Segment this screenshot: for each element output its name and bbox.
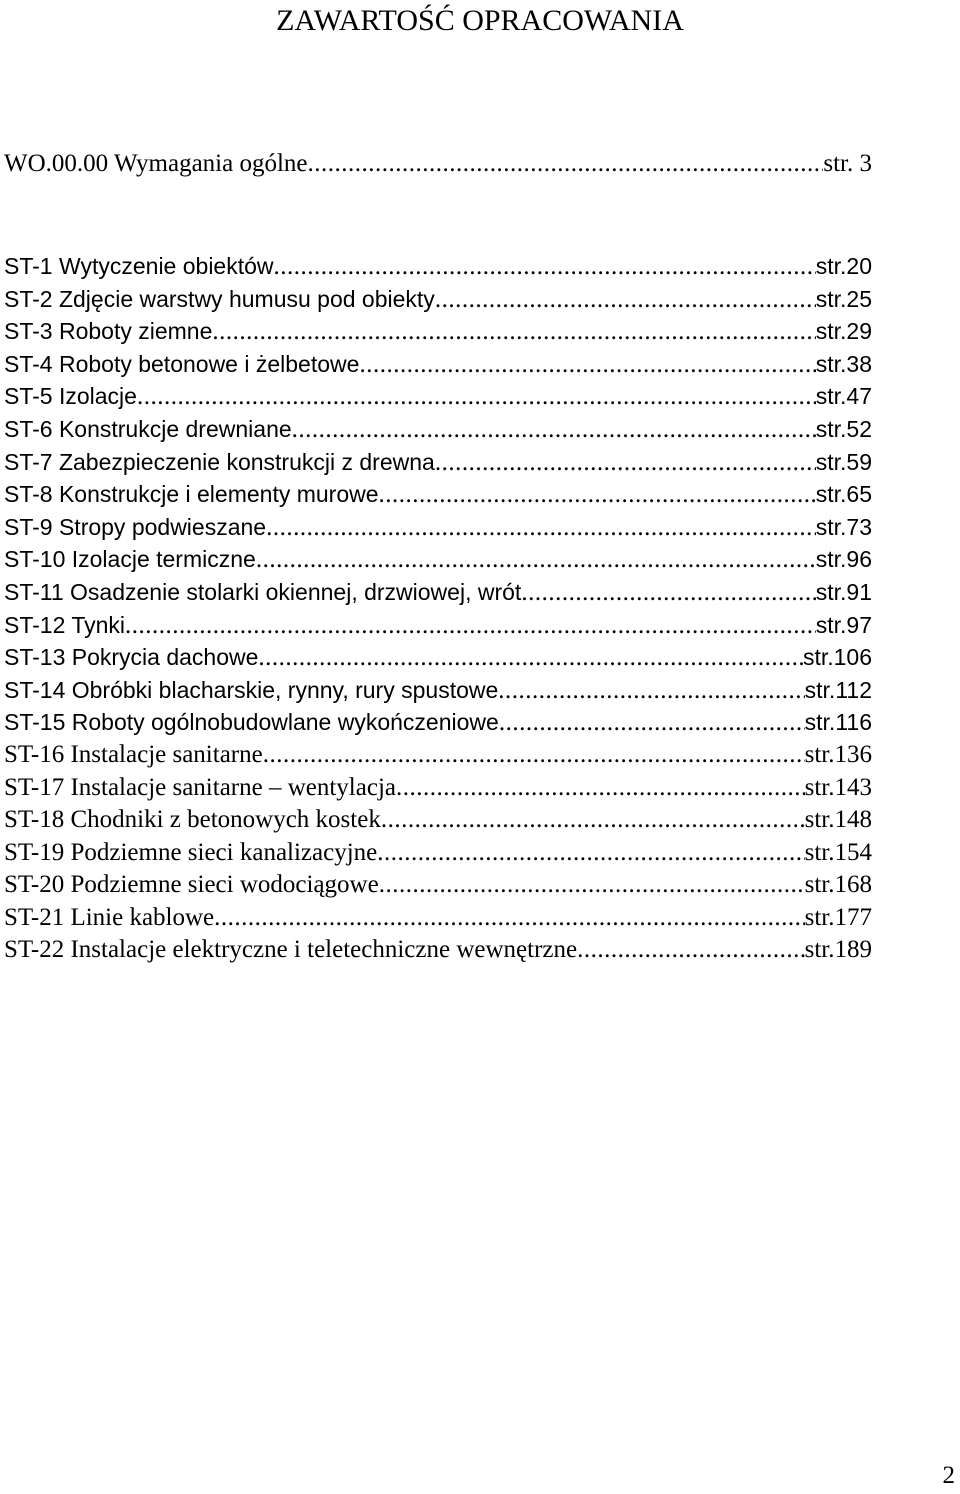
toc-entry-label: ST-4 Roboty betonowe i żelbetowe — [4, 350, 360, 377]
toc-entry-page: str.52 — [815, 415, 872, 442]
toc-entry-label: ST-6 Konstrukcje drewniane — [4, 415, 292, 442]
toc-dot-leader — [379, 869, 805, 902]
toc-entry-label: ST-1 Wytyczenie obiektów — [4, 253, 274, 279]
toc-entry-label: WO.00.00 Wymagania ogólne — [4, 150, 308, 177]
toc-entry-page: str.65 — [815, 481, 872, 508]
toc-dot-leader — [266, 512, 816, 544]
toc-entry-label: ST-22 Instalacje elektryczne i teletechniczne wewnętrzne — [4, 936, 578, 964]
toc-entry-page: str.136 — [804, 740, 872, 768]
toc-entry-label: ST-17 Instalacje sanitarne – wentylacja — [4, 773, 396, 801]
toc-entry-label: ST-18 Chodniki z betonowych kostek — [4, 806, 381, 834]
toc-entry[interactable] — [4, 511, 872, 544]
toc-entry[interactable] — [4, 250, 872, 283]
toc-entry[interactable] — [4, 446, 872, 479]
toc-entry-page: str. 3 — [823, 150, 872, 177]
toc-entry[interactable] — [4, 902, 872, 935]
toc-entry-label: ST-19 Podziemne sieci kanalizacyjne — [4, 838, 378, 866]
toc-entry-label: ST-5 Izolacje — [4, 383, 137, 410]
toc-entry-label: ST-3 Roboty ziemne — [4, 318, 213, 345]
toc-entry[interactable] — [4, 934, 872, 967]
toc-entry-label: ST-9 Stropy podwieszane — [4, 513, 267, 540]
toc-dot-leader — [396, 772, 805, 805]
toc-dot-leader — [137, 381, 816, 413]
toc-entry[interactable] — [4, 609, 872, 642]
toc-entry-label: ST-2 Zdjęcie warstwy humusu pod obiekty — [4, 285, 435, 312]
toc-entry-label: ST-13 Pokrycia dachowe — [4, 644, 259, 671]
toc-entry-label: ST-16 Instalacje sanitarne — [4, 740, 263, 768]
toc-dot-leader — [125, 610, 816, 642]
toc-entry[interactable] — [4, 739, 872, 772]
toc-entry-label: ST-7 Zabezpieczenie konstrukcji z drewna — [4, 448, 435, 475]
toc-entry[interactable] — [4, 413, 872, 446]
toc-entry-page: str.112 — [804, 676, 872, 703]
toc-entry[interactable] — [4, 772, 872, 805]
toc-entry[interactable] — [4, 543, 872, 576]
toc-entry-page: str.177 — [804, 903, 872, 931]
toc-dot-leader — [308, 147, 824, 181]
toc-entry-page: str.154 — [804, 838, 872, 866]
toc-entry-page: str.143 — [804, 773, 872, 801]
page-number: 2 — [942, 1462, 955, 1489]
toc-entry-page: str.38 — [815, 350, 872, 377]
toc-entry[interactable] — [4, 380, 872, 413]
toc-entry-label: ST-15 Roboty ogólnobudowlane wykończeniowe — [4, 709, 499, 736]
toc-dot-leader — [379, 479, 816, 511]
toc-entry-page: str.96 — [815, 546, 872, 573]
toc-entry[interactable] — [4, 674, 872, 707]
toc-entry[interactable] — [4, 869, 872, 902]
toc-dot-leader — [258, 642, 803, 674]
toc-entry-page: str.47 — [815, 383, 872, 410]
toc-entry[interactable] — [4, 315, 872, 348]
toc-entry-label: ST-14 Obróbki blacharskie, rynny, rury spustowe — [4, 676, 499, 703]
toc-entry-label: ST-11 Osadzenie stolarki okiennej, drzwiowej, wrót — [4, 578, 522, 605]
toc-dot-leader — [256, 544, 816, 576]
toc-dot-leader — [274, 251, 816, 283]
toc-entry-page: str.91 — [815, 578, 872, 605]
toc-entry[interactable] — [4, 478, 872, 511]
toc-dot-leader — [435, 284, 816, 316]
toc-entry-page: str.25 — [815, 285, 872, 312]
toc-entry[interactable] — [4, 837, 872, 870]
toc-entry-page: str.20 — [815, 253, 872, 279]
toc-entry[interactable] — [4, 576, 872, 609]
toc-dot-leader — [212, 316, 815, 348]
toc-dot-leader — [377, 837, 804, 870]
toc-dot-leader — [577, 934, 805, 967]
toc-entry[interactable] — [4, 641, 872, 674]
toc-dot-leader — [521, 577, 815, 609]
toc-dot-leader — [498, 675, 804, 707]
toc-dot-leader — [263, 739, 805, 772]
toc-entry-list — [4, 250, 872, 967]
toc-dot-leader — [214, 902, 804, 935]
toc-entry-label: ST-21 Linie kablowe — [4, 903, 215, 931]
toc-main-section — [4, 147, 872, 181]
toc-entry-label: ST-10 Izolacje termiczne — [4, 546, 256, 573]
toc-dot-leader — [381, 804, 805, 837]
toc-entry[interactable] — [4, 348, 872, 381]
toc-entry-page: str.168 — [804, 871, 872, 899]
toc-entry-page: str.189 — [804, 936, 872, 964]
toc-entry-page: str.97 — [815, 611, 872, 638]
document-title: ZAWARTOŚĆ OPRACOWANIA — [276, 4, 684, 37]
toc-entry-label: ST-20 Podziemne sieci wodociągowe — [4, 871, 379, 899]
toc-entry-page: str.59 — [815, 448, 872, 475]
toc-entry[interactable] — [4, 804, 872, 837]
toc-entry-page: str.29 — [815, 318, 872, 345]
toc-entry-page: str.106 — [802, 644, 872, 671]
toc-dot-leader — [435, 447, 816, 479]
toc-dot-leader — [499, 707, 805, 739]
toc-entry[interactable] — [4, 706, 872, 739]
toc-entry-label: ST-8 Konstrukcje i elementy murowe — [4, 481, 379, 508]
toc-entry-page: str.148 — [804, 806, 872, 834]
toc-entry[interactable] — [4, 283, 872, 316]
toc-entry-page: str.73 — [815, 513, 872, 540]
toc-entry-page: str.116 — [804, 709, 872, 736]
toc-dot-leader — [292, 414, 816, 446]
toc-entry-general-requirements[interactable] — [4, 147, 872, 181]
toc-entry-label: ST-12 Tynki — [4, 611, 126, 638]
toc-dot-leader — [359, 349, 815, 381]
